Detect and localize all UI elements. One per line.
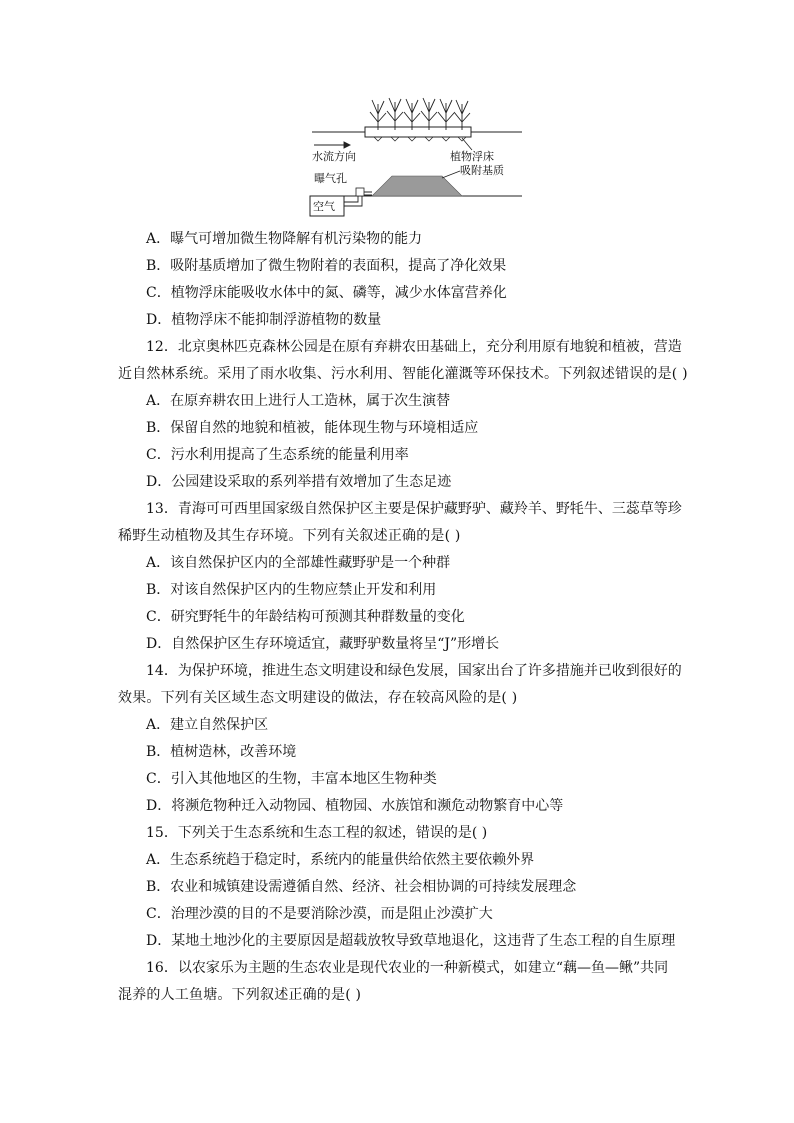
- q13-option-b: B．对该自然保护区内的生物应禁止开发和利用: [146, 582, 437, 598]
- q13-option-a: A．该自然保护区内的全部雄性藏野驴是一个种群: [146, 555, 451, 571]
- q15-option-a: A．生态系统趋于稳定时，系统内的能量供给依然主要依赖外界: [146, 852, 535, 868]
- aerator-hole: [356, 188, 364, 196]
- q14-option-a: A．建立自然保护区: [146, 717, 269, 733]
- q11-option-b: B．吸附基质增加了微生物附着的表面积，提高了净化效果: [146, 258, 507, 274]
- adsorption-substrate: [372, 176, 462, 196]
- flow-label: 水流方向: [312, 150, 356, 163]
- q13-option-d: D．自然保护区生存环境适宜，藏野驴数量将呈“J”形增长: [146, 636, 500, 652]
- q14-stem-line2: 效果。下列有关区域生态文明建设的做法，存在较高风险的是( ): [118, 690, 518, 706]
- air-label: 空气: [313, 200, 335, 213]
- q12-option-a: A．在原弃耕农田上进行人工造林，属于次生演替: [146, 393, 451, 409]
- q15-option-d: D．某地土地沙化的主要原因是超载放牧导致草地退化，这违背了生态工程的自生原理: [146, 933, 676, 949]
- q16-stem-line1: 16．以农家乐为主题的生态农业是现代农业的一种新模式，如建立“藕—鱼—鳅”共同: [146, 960, 669, 976]
- plants-icon: [370, 98, 470, 130]
- q13-stem-line2: 稀野生动植物及其生存环境。下列有关叙述正确的是( ): [118, 528, 461, 544]
- q12-stem-line2: 近自然林系统。采用了雨水收集、污水利用、智能化灌溉等环保技术。下列叙述错误的是( ): [118, 366, 688, 382]
- substrate-label: 吸附基质: [460, 164, 504, 177]
- q12-stem-line1: 12．北京奥林匹克森林公园是在原有弃耕农田基础上，充分利用原有地貌和植被，营造: [146, 339, 682, 355]
- question-list: [0, 226, 794, 1009]
- floating-bed-label: 植物浮床: [450, 150, 494, 163]
- floating-bed: [365, 127, 471, 137]
- flow-arrow-icon: [314, 142, 350, 148]
- q14-stem-line1: 14．为保护环境，推进生态文明建设和绿色发展，国家出台了许多措施并已收到很好的: [146, 663, 682, 679]
- q14-option-d: D．将濒危物种迁入动物园、植物园、水族馆和濒危动物繁育中心等: [146, 798, 564, 814]
- roots-icon: [374, 137, 466, 141]
- aerator-label: 曝气孔: [314, 172, 347, 185]
- q12-option-b: B．保留自然的地貌和植被，能体现生物与环境相适应: [146, 420, 479, 436]
- q14-option-b: B．植树造林，改善环境: [146, 744, 297, 760]
- bed-pointer-line: [462, 138, 472, 150]
- q11-option-d: D．植物浮床不能抑制浮游植物的数量: [146, 312, 382, 328]
- q12-option-d: D．公园建设采取的系列举措有效增加了生态足迹: [146, 474, 452, 490]
- q13-stem-line1: 13．青海可可西里国家级自然保护区主要是保护藏野驴、藏羚羊、野牦牛、三蕊草等珍: [146, 501, 682, 517]
- q13-option-c: C．研究野牦牛的年龄结构可预测其种群数量的变化: [146, 609, 465, 625]
- q11-option-c: C．植物浮床能吸收水体中的氮、磷等，减少水体富营养化: [146, 285, 507, 301]
- q15-option-b: B．农业和城镇建设需遵循自然、经济、社会相协调的可持续发展理念: [146, 879, 577, 895]
- q16-stem-line2: 混养的人工鱼塘。下列叙述正确的是( ): [118, 987, 362, 1003]
- q15-option-c: C．治理沙漠的目的不是要消除沙漠，而是阻止沙漠扩大: [146, 906, 493, 922]
- q15-stem-line1: 15．下列关于生态系统和生态工程的叙述，错误的是( ): [146, 825, 488, 841]
- q14-option-c: C．引入其他地区的生物，丰富本地区生物种类: [146, 771, 437, 787]
- q12-option-c: C．污水利用提高了生态系统的能量利用率: [146, 447, 409, 463]
- substrate-pointer-line: [442, 171, 460, 178]
- q11-option-a: A．曝气可增加微生物降解有机污染物的能力: [146, 231, 423, 247]
- floating-bed-diagram: [300, 92, 530, 224]
